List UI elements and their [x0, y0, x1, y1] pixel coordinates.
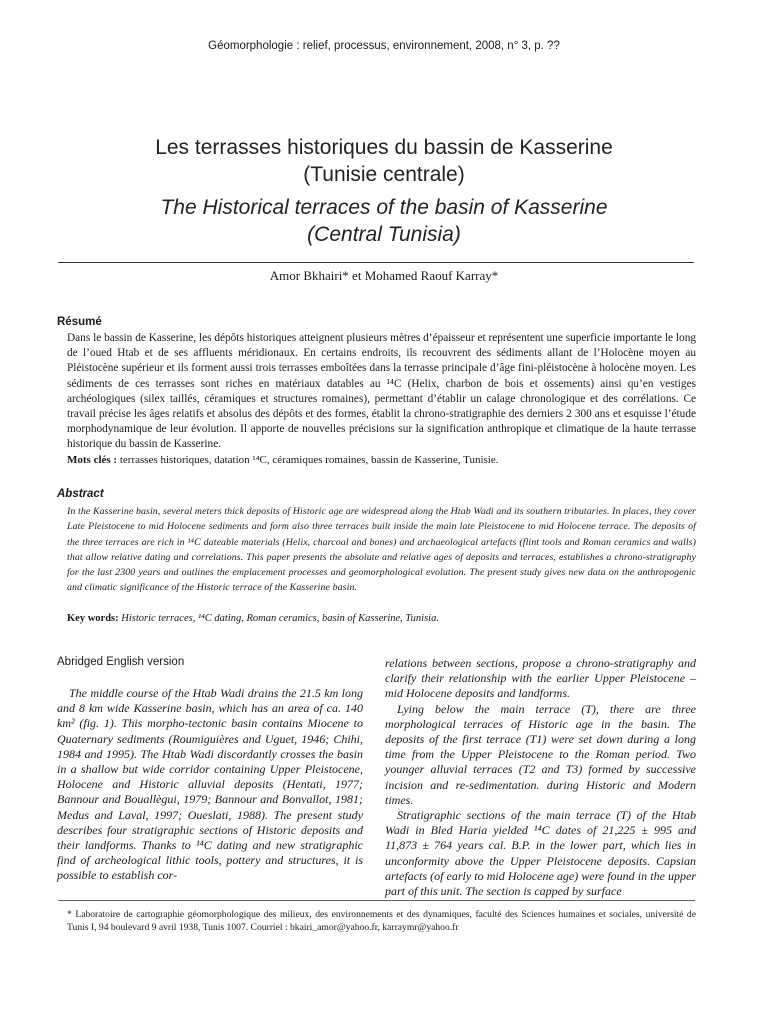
abstract-heading: Abstract: [57, 488, 104, 500]
mots-cles: [67, 454, 696, 466]
key-words-text: Historic terraces, ¹⁴C dating, Roman ceramics, basin of Kasserine, Tunisia.: [121, 613, 439, 624]
abstract-body: In the Kasserine basin, several meters thick deposits of Historic age are widespread along the Htab Wadi and its southern tributaries. In places, they cover Late Pleistocene to mid Holocene sediments and form also three terraces built inside the main late Pleistocene to mid Holocene terrace. The deposits of the three terraces are rich in ¹⁴C dateable materials (Helix, charcoal and bones) and archaeological artefacts (flint tools and Roman ceramics and walls) that allow relative dating and correlations. This paper presents the absolute and relative ages of deposits and terraces, establishes a chrono-stratigraphy for the last 2300 years and outlines the emplacement processes and geomorphological evolution. The present study gives new data on the anthropogenic and climatic significance of the Historic terrace of the Kasserine basin.: [67, 506, 696, 594]
resume-body: Dans le bassin de Kasserine, les dépôts historiques atteignent plusieurs mètres d’épaisseur et représentent une superficie importante le long de l’oued Htab et de ses affluents méridionaux. En certains endroits, ils recouvrent des sédiments allant de l’Holocène moyen au Pléistocène supérieur et ils forment aussi trois terrasses emboîtées dans la terrasse principale d’âge fini-pléistocène à holocène moyen. Les sédiments de ces terrasses sont riches en matériaux datables au ¹⁴C (Helix, charbon de bois et ossements) ainsi qu’en vestiges archéologiques (silex taillés, céramiques et structures romaines), permettant d’établir un calage chronologique et des corrélations. Ce travail précise les âges relatifs et absolus des dépôts et des formes, établit la chrono-stratigraphie des derniers 2 300 ans et esquisse l’étude morphodynamique de leur évolution. Il apporte de nouvelles précisions sur la signification anthropique et climatique de la haute terrasse historique du bassin de Kasserine.: [67, 332, 696, 451]
abridged-left-column: The middle course of the Htab Wadi drains the 21.5 km long and 8 km wide Kasserine basin, which has an area of ca. 140 km² (fig. 1). This morpho-tectonic basin contains Miocene to Quaternary sediments (Roumiguières and Uguet, 1946; Chihi, 1984 and 1995). The Htab Wadi discordantly crosses the basin in a shallow but wide corridor containing Upper Pleistocene, Holocene and Historic alluvial deposits (Hentati, 1977; Bannour and Bouallègui, 1979; Bannour and Bonvallot, 1981; Medus and Laval, 1997; Oueslati, 1988). The present study describes four stratigraphic sections of Historic deposits and their landforms. Thanks to ¹⁴C dating and new stratigraphic find of archeological lithic tools, pottery and structures, it is possible to establish cor-: [57, 686, 363, 883]
title-french-line2: (Tunisie centrale): [303, 163, 465, 186]
abridged-right-column: [385, 656, 696, 899]
footnote: * Laboratoire de cartographie géomorphologique des milieux, des environnements et des dynamiques, faculté des Sciences humaines et sociales, université de Tunis I, 94 boulevard 9 avril 1938, Tunis 1007. Courriel : bkairi_amor@yahoo.fr, karraymr@yahoo.fr: [67, 909, 696, 933]
right-paragraph-2: Lying below the main terrace (T), there are three morphological terraces of Historic age in the basin. The deposits of the first terrace (T1) were set down during a long time from the Upper Pleistocene to the Roman period. Two younger alluvial terraces (T2 and T3) formed by successive incision and re-sedimentation. during Historic and Modern times.: [385, 701, 696, 807]
title-french-line1: Les terrasses historiques du bassin de Kasserine: [155, 136, 613, 159]
mots-cles-text: terrasses historiques, datation ¹⁴C, céramiques romaines, bassin de Kasserine, Tunisie.: [119, 454, 499, 466]
authors: Amor Bkhairi* et Mohamed Raouf Karray*: [269, 268, 499, 283]
key-words-label: Key words:: [67, 613, 119, 624]
resume-heading: Résumé: [57, 316, 102, 328]
title-english: [60, 194, 708, 248]
title-english-line1: The Historical terraces of the basin of Kasserine: [160, 196, 608, 219]
key-words: [67, 613, 696, 624]
mots-cles-label: Mots clés :: [67, 454, 118, 466]
journal-header: Géomorphologie : relief, processus, environnement, 2008, n° 3, p. ??: [208, 40, 560, 52]
footnote-divider: [58, 900, 695, 901]
right-paragraph-3: Stratigraphic sections of the main terrace (T) of the Htab Wadi in Bled Haria yielded ¹⁴C dates of 21,225 ± 995 and 11,873 ± 764 years cal. B.P. in the lower part, which lies in unconformity above the Upper Pleistocene deposits. Capsian artefacts (of early to mid Holocene age) were found in the upper part of this unit. The section is capped by surface: [385, 808, 696, 899]
title-divider: [58, 262, 694, 263]
title-english-line2: (Central Tunisia): [307, 223, 461, 246]
abridged-heading: Abridged English version: [57, 656, 185, 668]
title-french: [60, 134, 708, 188]
right-paragraph-1: relations between sections, propose a chrono-stratigraphy and clarify their relationship with the earlier Upper Pleistocene – mid Holocene deposits and landforms.: [385, 656, 696, 701]
